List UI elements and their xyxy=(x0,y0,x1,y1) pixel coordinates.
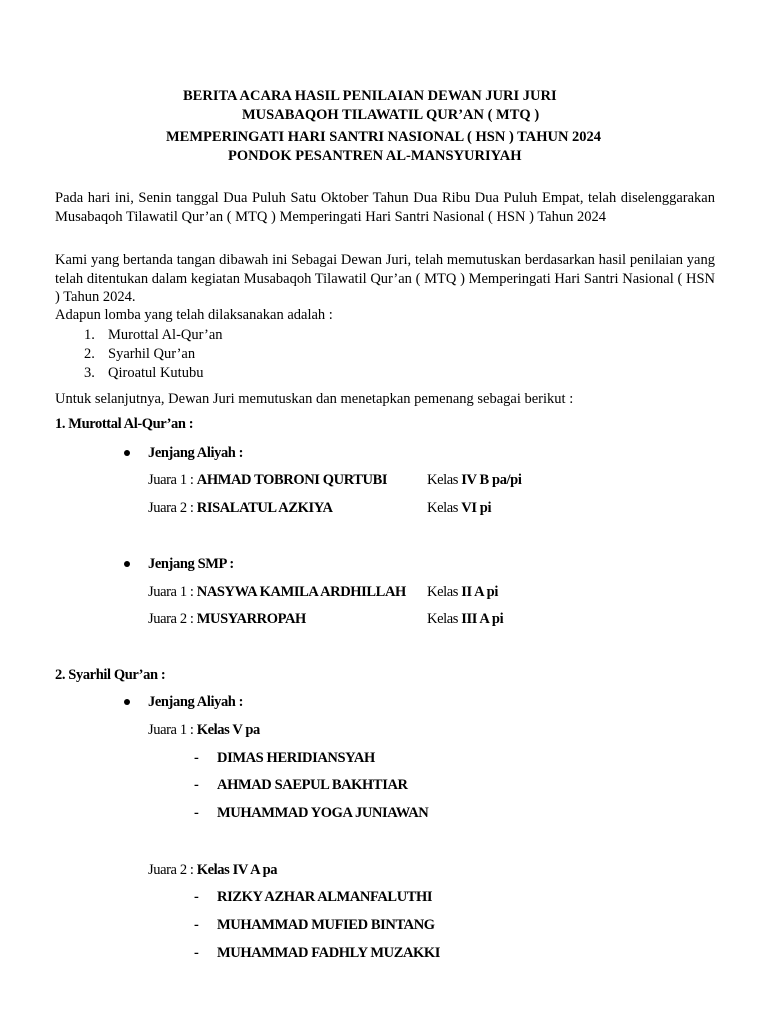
decision-paragraph: Untuk selanjutnya, Dewan Juri memutuskan dan menetapkan pemenang sebagai berikut : xyxy=(55,391,574,407)
winner-row xyxy=(148,722,260,739)
team-member: MUHAMMAD FADHLY MUZAKKI xyxy=(217,945,441,961)
section-heading-syarhil: 2. Syarhil Qur’an : xyxy=(55,667,166,683)
winner-name: RISALATUL AZKIYA xyxy=(196,500,333,516)
competition-item: Syarhil Qur’an xyxy=(108,346,196,362)
title-line-4: PONDOK PESANTREN AL-MANSYURIYAH xyxy=(228,148,522,164)
winner-class: Kelas II A pi xyxy=(427,584,498,600)
winner-rank: Juara 1 : xyxy=(148,472,197,488)
dash: - xyxy=(194,805,199,821)
bullet-icon xyxy=(124,450,130,456)
winner-row xyxy=(148,611,306,628)
winner-rank: Juara 1 : xyxy=(148,722,197,738)
winner-class: Kelas V pa xyxy=(196,722,260,738)
dash: - xyxy=(194,945,199,961)
winner-row xyxy=(148,500,333,517)
winner-rank: Juara 2 : xyxy=(148,500,197,516)
level-heading-aliyah: Jenjang Aliyah : xyxy=(148,445,244,461)
bullet-icon xyxy=(124,699,130,705)
competition-number: 1. xyxy=(84,327,95,343)
winner-class: Kelas VI pi xyxy=(427,500,492,516)
dash: - xyxy=(194,750,199,766)
level-heading-aliyah: Jenjang Aliyah : xyxy=(148,694,244,710)
winner-name: AHMAD TOBRONI QURTUBI xyxy=(196,472,388,488)
dash: - xyxy=(194,889,199,905)
winner-row xyxy=(148,584,406,601)
winner-rank: Juara 2 : xyxy=(148,862,197,878)
title-line-3: MEMPERINGATI HARI SANTRI NASIONAL ( HSN ) TAHUN 2024 xyxy=(166,129,602,145)
winner-name: NASYWA KAMILA ARDHILLAH xyxy=(196,584,406,600)
winner-rank: Juara 2 : xyxy=(148,611,197,627)
team-member: DIMAS HERIDIANSYAH xyxy=(217,750,375,766)
dash: - xyxy=(194,777,199,793)
competition-number: 2. xyxy=(84,346,95,362)
team-member: MUHAMMAD YOGA JUNIAWAN xyxy=(217,805,429,821)
level-heading-smp: Jenjang SMP : xyxy=(148,556,234,572)
opening-paragraph: Pada hari ini, Senin tanggal Dua Puluh Satu Oktober Tahun Dua Ribu Dua Puluh Empat, telah diselenggarakan Musabaqoh Tilawatil Qur’an ( MTQ ) Memperingati Hari Santri Nasional ( HSN ) Tahun 2024 xyxy=(55,190,715,225)
title-line-2: MUSABAQOH TILAWATIL QUR’AN ( MTQ ) xyxy=(242,107,540,123)
team-member: RIZKY AZHAR ALMANFALUTHI xyxy=(217,889,433,905)
title-line-1: BERITA ACARA HASIL PENILAIAN DEWAN JURI JURI xyxy=(183,88,557,104)
dash: - xyxy=(194,917,199,933)
section-heading-murottal: 1. Murottal Al-Qur’an : xyxy=(55,416,194,432)
winner-class: Kelas III A pi xyxy=(427,611,504,627)
jury-paragraph: Kami yang bertanda tangan dibawah ini Sebagai Dewan Juri, telah memutuskan berdasarkan hasil penilaian yang telah ditentukan dalam kegiatan Musabaqoh Tilawatil Qur’an ( MTQ ) Memperingati Hari Santri Nasional ( HSN ) Tahun 2024. xyxy=(55,252,715,305)
team-member: AHMAD SAEPUL BAKHTIAR xyxy=(217,777,408,793)
winner-class: Kelas IV B pa/pi xyxy=(427,472,522,488)
competitions-intro: Adapun lomba yang telah dilaksanakan adalah : xyxy=(55,307,333,323)
winner-row xyxy=(148,472,387,489)
competition-number: 3. xyxy=(84,365,95,381)
competition-item: Murottal Al-Qur’an xyxy=(108,327,223,343)
winner-rank: Juara 1 : xyxy=(148,584,197,600)
competition-item: Qiroatul Kutubu xyxy=(108,365,204,381)
winner-row xyxy=(148,862,277,879)
winner-name: MUSYARROPAH xyxy=(196,611,306,627)
team-member: MUHAMMAD MUFIED BINTANG xyxy=(217,917,435,933)
bullet-icon xyxy=(124,561,130,567)
winner-class: Kelas IV A pa xyxy=(196,862,278,878)
